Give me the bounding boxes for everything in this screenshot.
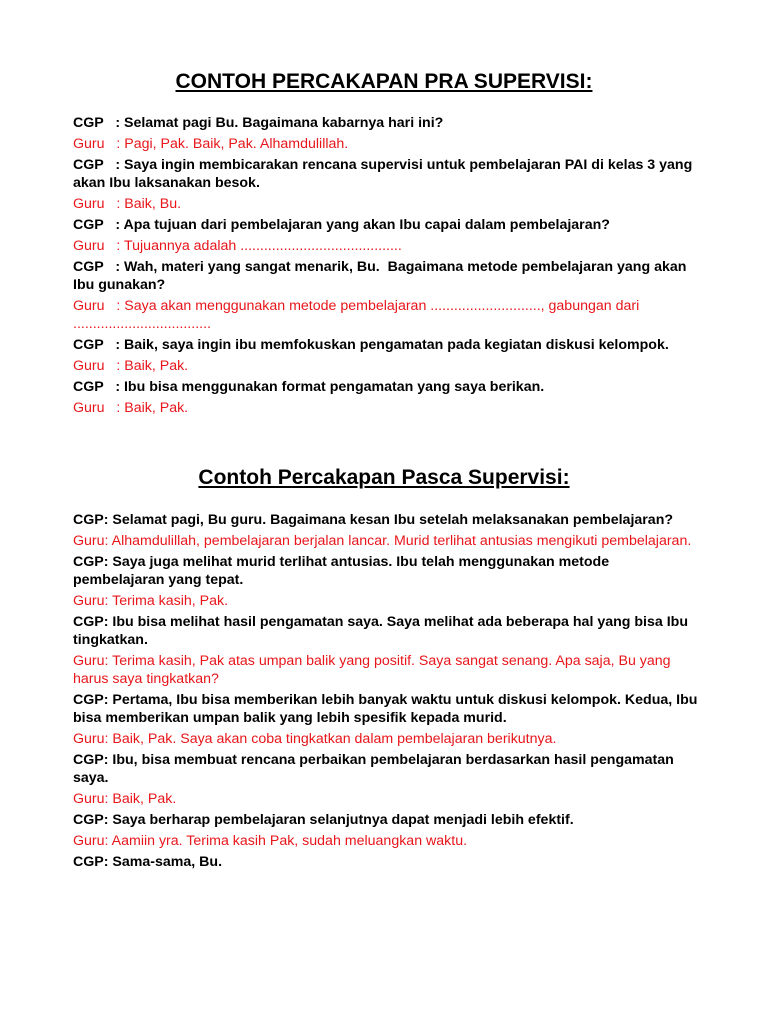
dialogue-line-cgp: CGP: Saya juga melihat murid terlihat antusias. Ibu telah menggunakan metode pembelajaran yang tepat. — [73, 554, 614, 588]
pasca-supervisi-title: Contoh Percakapan Pasca Supervisi: — [198, 466, 570, 489]
dialogue-line-cgp: CGP: Pertama, Ibu bisa memberikan lebih banyak waktu untuk diskusi kelompok. Kedua, Ibu bisa memberikan umpan balik yang lebih spesifik kepada murid. — [73, 692, 702, 726]
dialogue-line-cgp: CGP : Selamat pagi Bu. Bagaimana kabarnya hari ini? — [73, 115, 444, 131]
dialogue-line-guru: Guru: Terima kasih, Pak. — [73, 593, 229, 609]
dialogue-line-cgp: CGP : Saya ingin membicarakan rencana supervisi untuk pembelajaran PAI di kelas 3 yang akan Ibu laksanakan besok. — [73, 157, 697, 191]
dialogue-line-guru: Guru : Pagi, Pak. Baik, Pak. Alhamdulillah. — [73, 136, 349, 152]
dialogue-line-cgp: CGP: Sama-sama, Bu. — [73, 854, 223, 870]
dialogue-line-guru: Guru : Baik, Pak. — [73, 358, 189, 374]
dialogue-line-guru: Guru : Saya akan menggunakan metode pembelajaran ............................, gabungan dari ................................... — [73, 298, 644, 332]
dialogue-line-guru: Guru: Alhamdulillah, pembelajaran berjalan lancar. Murid terlihat antusias mengikuti pembelajaran. — [73, 533, 692, 549]
dialogue-line-guru: Guru: Aamiin yra. Terima kasih Pak, sudah meluangkan waktu. — [73, 833, 468, 849]
dialogue-line-cgp: CGP: Selamat pagi, Bu guru. Bagaimana kesan Ibu setelah melaksanakan pembelajaran? — [73, 512, 674, 528]
dialogue-line-guru: Guru : Baik, Pak. — [73, 400, 189, 416]
pasca-supervisi-dialogue — [73, 511, 703, 874]
dialogue-line-cgp: CGP: Ibu, bisa membuat rencana perbaikan pembelajaran berdasarkan hasil pengamatan saya. — [73, 752, 678, 786]
dialogue-line-cgp: CGP: Ibu bisa melihat hasil pengamatan saya. Saya melihat ada beberapa hal yang bisa Ibu tingkatkan. — [73, 614, 692, 648]
dialogue-line-cgp: CGP: Saya berharap pembelajaran selanjutnya dapat menjadi lebih efektif. — [73, 812, 574, 828]
dialogue-line-guru: Guru: Baik, Pak. Saya akan coba tingkatkan dalam pembelajaran berikutnya. — [73, 731, 557, 747]
dialogue-line-guru: Guru : Baik, Bu. — [73, 196, 182, 212]
dialogue-line-guru: Guru: Terima kasih, Pak atas umpan balik yang positif. Saya sangat senang. Apa saja, Bu yang harus saya tingkatkan? — [73, 653, 675, 687]
dialogue-line-guru: Guru : Tujuannya adalah ......................................... — [73, 238, 402, 254]
dialogue-line-cgp: CGP : Baik, saya ingin ibu memfokuskan pengamatan pada kegiatan diskusi kelompok. — [73, 337, 669, 353]
dialogue-line-cgp: CGP : Wah, materi yang sangat menarik, Bu. Bagaimana metode pembelajaran yang akan Ibu gunakan? — [73, 259, 691, 293]
dialogue-line-guru: Guru: Baik, Pak. — [73, 791, 177, 807]
dialogue-line-cgp: CGP : Ibu bisa menggunakan format pengamatan yang saya berikan. — [73, 379, 545, 395]
pra-supervisi-title: CONTOH PERCAKAPAN PRA SUPERVISI: — [175, 70, 593, 93]
pra-supervisi-dialogue — [73, 114, 703, 420]
dialogue-line-cgp: CGP : Apa tujuan dari pembelajaran yang akan Ibu capai dalam pembelajaran? — [73, 217, 610, 233]
